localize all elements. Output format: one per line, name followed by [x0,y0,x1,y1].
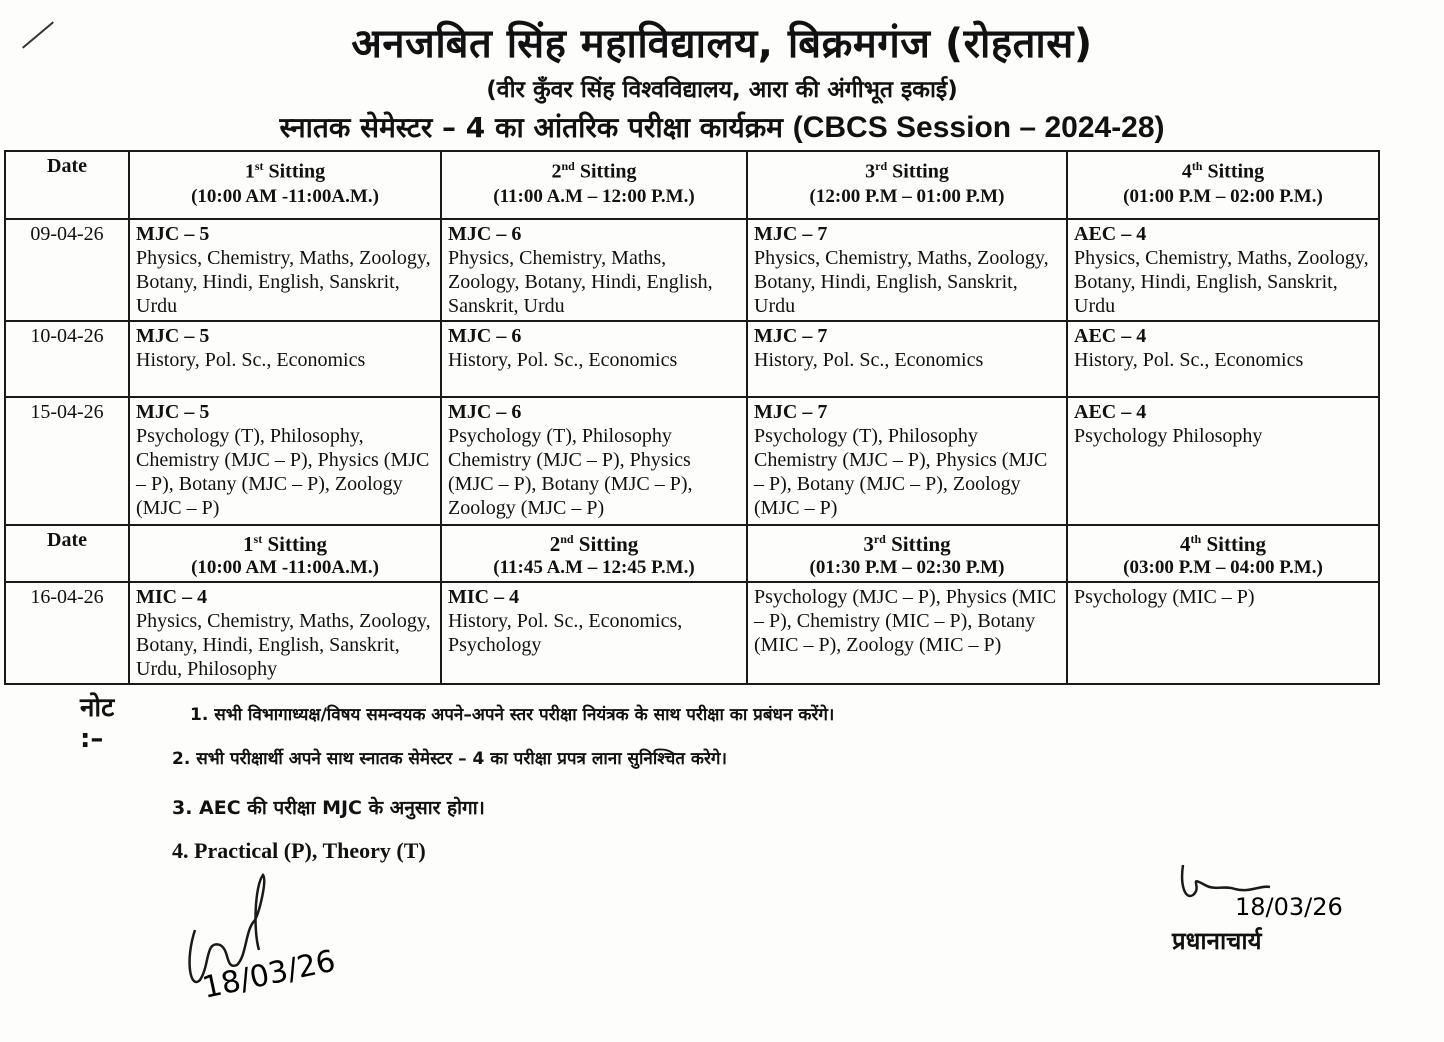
sitting-header-3: 3rd Sitting (12:00 P.M – 01:00 P.M) [747,151,1067,219]
table-row [5,397,1379,525]
row-date: 16-04-26 [5,582,129,684]
exam-cell: AEC – 4 Psychology Philosophy [1067,397,1379,525]
university-affiliation: (वीर कुँवर सिंह विश्वविद्यालय, आरा की अंगीभूत इकाई) [486,77,958,103]
exam-cell: MJC – 7 Psychology (T), Philosophy Chemistry (MJC – P), Physics (MJC – P), Botany (MJC – P), Zoology (MJC – P) [747,397,1067,525]
note-item: 2. सभी परीक्षार्थी अपने साथ स्नातक सेमेस्टर – 4 का परीक्षा प्रपत्र लाना सुनिश्चित करेगे। [172,749,727,769]
sitting-header-1: 1st Sitting (10:00 AM -11:00A.M.) [129,525,441,582]
exam-cell: AEC – 4 Physics, Chemistry, Maths, Zoology, Botany, Hindi, English, Sanskrit, Urdu [1067,219,1379,321]
exam-cell: MJC – 5 Psychology (T), Philosophy, Chemistry (MJC – P), Physics (MJC – P), Botany (MJC – P), Zoology (MJC – P) [129,397,441,525]
college-name: अनजबित सिंह महाविद्यालय, बिक्रमगंज (रोहतास) [351,21,1093,67]
exam-cell: MJC – 6 Physics, Chemistry, Maths, Zoology, Botany, Hindi, English, Sanskrit, Urdu [441,219,747,321]
row-date: 10-04-26 [5,321,129,397]
sitting-header-2: 2nd Sitting (11:45 A.M – 12:45 P.M.) [441,525,747,582]
table-row [5,582,1379,684]
sitting-header-4: 4th Sitting (03:00 P.M – 04:00 P.M.) [1067,525,1379,582]
date-header: Date [5,525,129,582]
exam-cell: MJC – 6 Psychology (T), Philosophy Chemistry (MJC – P), Physics (MJC – P), Botany (MJC – P), Zoology (MJC – P) [441,397,747,525]
notes-label: नोट :– [80,693,115,754]
exam-cell: MIC – 4 History, Pol. Sc., Economics, Psychology [441,582,747,684]
row-date: 15-04-26 [5,397,129,525]
left-signature-date: 18/03/26 [199,943,339,1006]
principal-title: प्रधानाचार्य [1172,927,1262,955]
date-header: Date [5,151,129,219]
note-item: 1. सभी विभागाध्यक्ष/विषय समन्वयक अपने–अपने स्तर परीक्षा नियंत्रक के साथ परीक्षा का प्रबंधन करेंगे। [190,705,835,725]
exam-cell: MJC – 7 Physics, Chemistry, Maths, Zoology, Botany, Hindi, English, Sanskrit, Urdu [747,219,1067,321]
sitting-header-4: 4th Sitting (01:00 P.M – 02:00 P.M.) [1067,151,1379,219]
exam-cell: Psychology (MIC – P) [1067,582,1379,684]
right-signature [1175,855,1365,925]
title-session: (CBCS Session – 2024-28) [792,111,1165,144]
sitting-header-2: 2nd Sitting (11:00 A.M – 12:00 P.M.) [441,151,747,219]
exam-cell: MJC – 5 Physics, Chemistry, Maths, Zoology, Botany, Hindi, English, Sanskrit, Urdu [129,219,441,321]
exam-cell: AEC – 4 History, Pol. Sc., Economics [1067,321,1379,397]
title-hindi: स्नातक सेमेस्टर – 4 का आंतरिक परीक्षा कार्यक्रम [279,111,783,144]
exam-cell: MJC – 5 History, Pol. Sc., Economics [129,321,441,397]
row-date: 09-04-26 [5,219,129,321]
note-item: 4. Practical (P), Theory (T) [172,838,426,863]
exam-cell: Psychology (MJC – P), Physics (MIC – P), Chemistry (MIC – P), Botany (MIC – P), Zoology (MIC – P) [747,582,1067,684]
sitting-header-1: 1st Sitting (10:00 AM -11:00A.M.) [129,151,441,219]
right-signature-date: 18/03/26 [1235,893,1343,921]
exam-cell: MJC – 7 History, Pol. Sc., Economics [747,321,1067,397]
exam-cell: MIC – 4 Physics, Chemistry, Maths, Zoology, Botany, Hindi, English, Sanskrit, Urdu, Philosophy [129,582,441,684]
header-row-2 [5,525,1379,582]
note-item: 3. AEC की परीक्षा MJC के अनुसार होगा। [172,797,485,819]
left-signature [175,870,345,1010]
exam-schedule-table [4,150,1380,685]
table-row [5,321,1379,397]
exam-schedule-title [0,108,1444,146]
exam-cell: MJC – 6 History, Pol. Sc., Economics [441,321,747,397]
table-row [5,219,1379,321]
sitting-header-3: 3rd Sitting (01:30 P.M – 02:30 P.M) [747,525,1067,582]
header-row-1 [5,151,1379,219]
